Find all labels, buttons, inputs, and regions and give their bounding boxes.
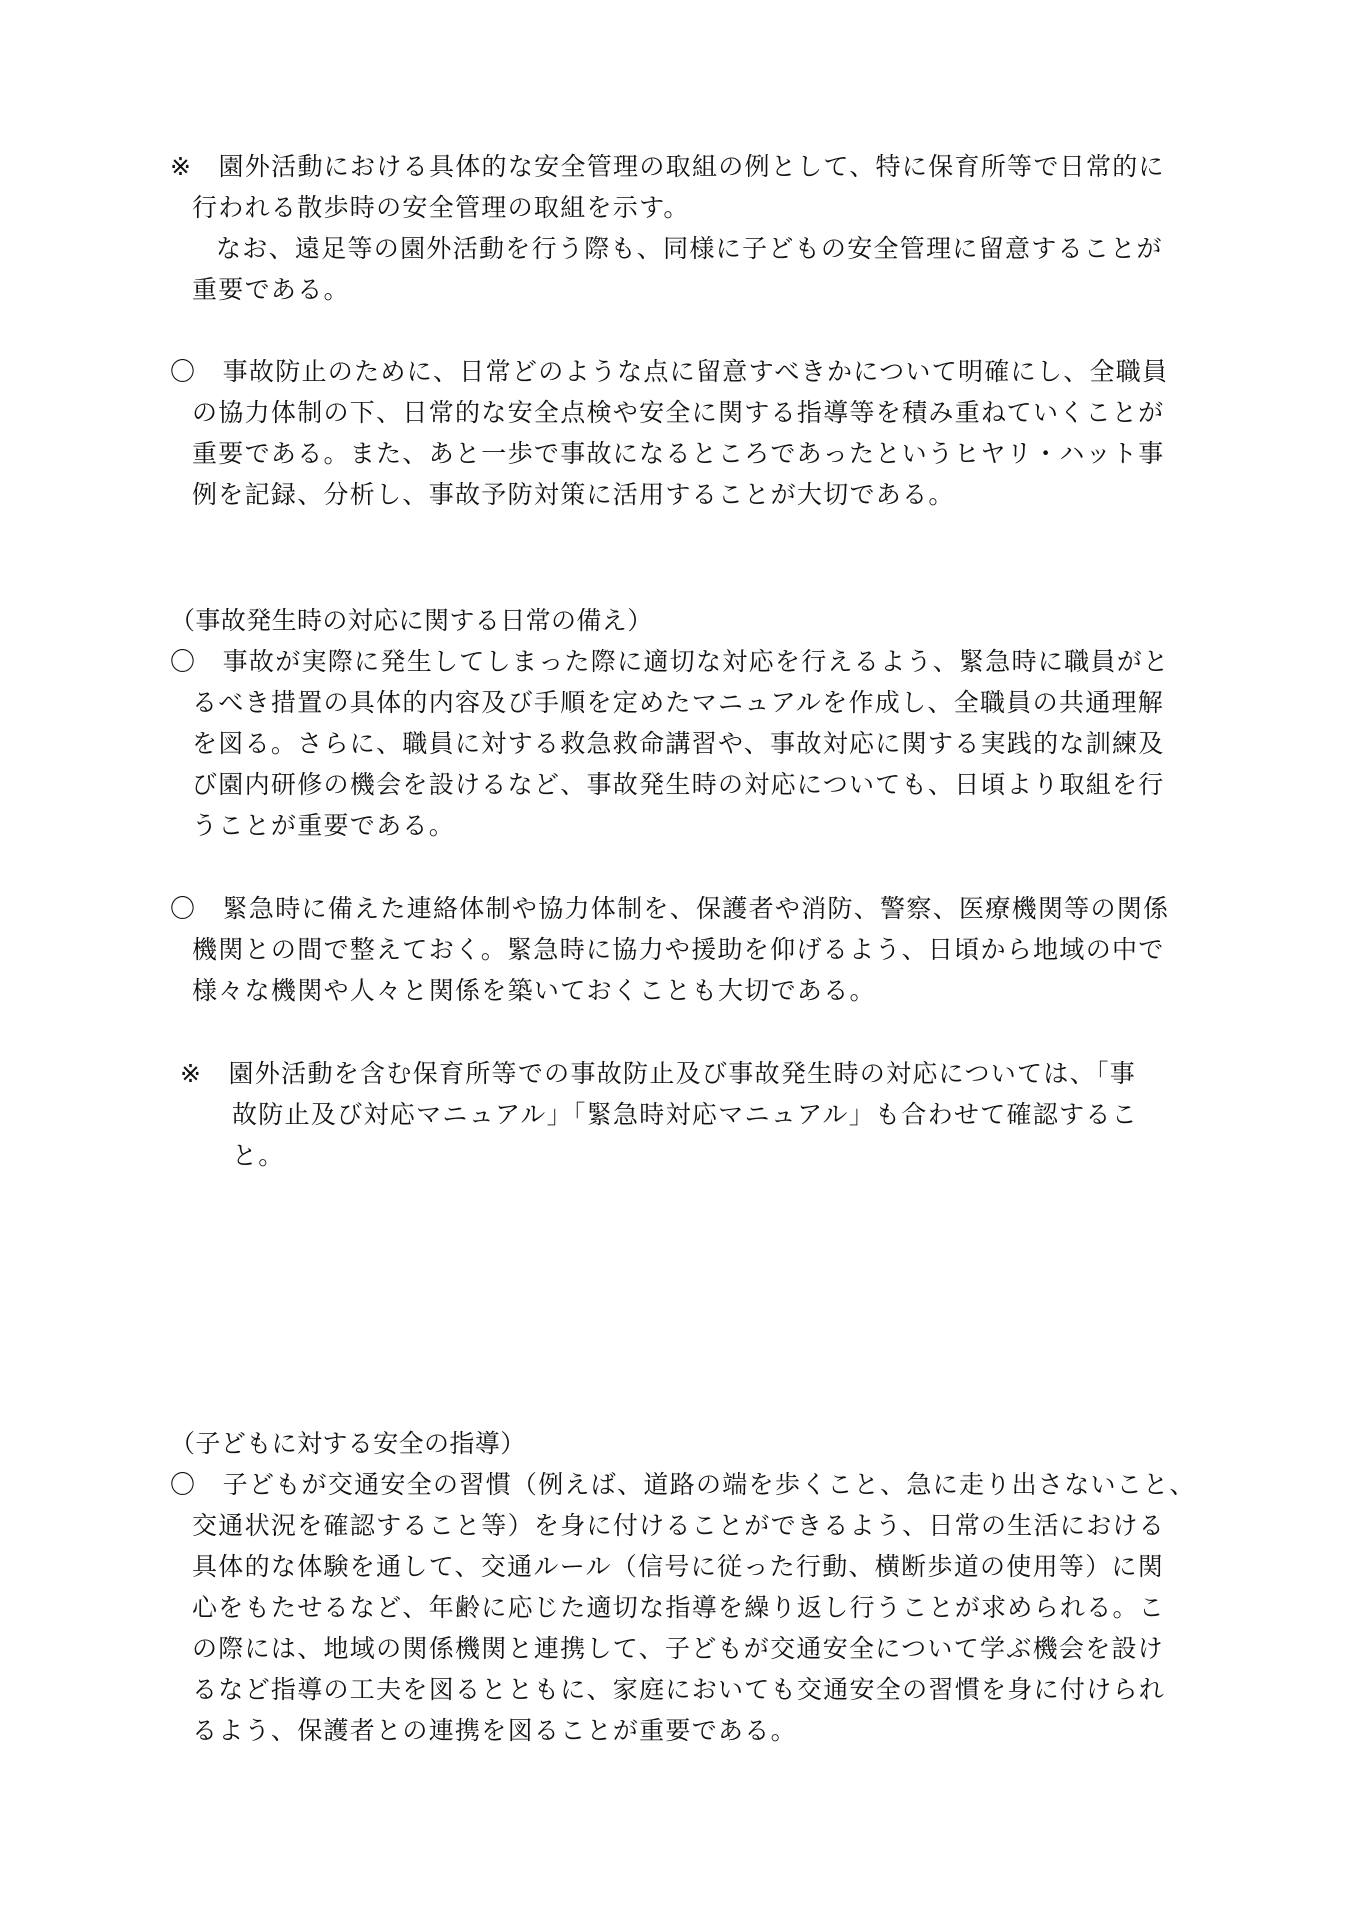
paragraph-contact-system — [170, 888, 1210, 1011]
note-line: 行われる散歩時の安全管理の取組を示す。 — [192, 193, 690, 222]
paragraph-line: 様々な機関や人々と関係を築いておくことも大切である。 — [192, 976, 876, 1005]
note-safety-walk — [170, 146, 1210, 310]
section-heading-child-safety-guidance — [170, 1423, 1210, 1464]
paragraph-line: るよう、保護者との連携を図ることが重要である。 — [192, 1716, 797, 1745]
note-line: 故防止及び対応マニュアル」「緊急時対応マニュアル」も合わせて確認するこ — [232, 1100, 1139, 1129]
paragraph-emergency-manual — [170, 641, 1210, 846]
section-heading: （事故発生時の対応に関する日常の備え） — [170, 606, 653, 635]
note-line: 重要である。 — [192, 275, 350, 304]
paragraph-line: び園内研修の機会を設けるなど、事故発生時の対応についても、日頃より取組を行 — [192, 770, 1165, 799]
paragraph-line: 〇 事故が実際に発生してしまった際に適切な対応を行えるよう、緊急時に職員がと — [170, 647, 1170, 676]
paragraph-line: るべき措置の具体的内容及び手順を定めたマニュアルを作成し、全職員の共通理解 — [192, 688, 1165, 717]
note-line: ※ 園外活動における具体的な安全管理の取組の例として、特に保育所等で日常的に — [170, 152, 1165, 181]
paragraph-line: 心をもたせるなど、年齢に応じた適切な指導を繰り返し行うことが求められる。こ — [192, 1593, 1166, 1622]
paragraph-line: 例を記録、分析し、事故予防対策に活用することが大切である。 — [192, 480, 955, 509]
section-heading-emergency-preparedness — [170, 600, 1210, 641]
paragraph-accident-prevention — [170, 351, 1210, 515]
paragraph-line: 重要である。また、あと一歩で事故になるところであったというヒヤリ・ハット事 — [192, 439, 1165, 468]
paragraph-line: を図る。さらに、職員に対する救急救命講習や、事故対応に関する実践的な訓練及 — [192, 729, 1165, 758]
note-manual-reference — [180, 1053, 1220, 1176]
paragraph-line: 機関との間で整えておく。緊急時に協力や援助を仰げるよう、日頃から地域の中で — [192, 935, 1165, 964]
paragraph-traffic-safety — [170, 1464, 1210, 1751]
paragraph-line: うことが重要である。 — [192, 811, 456, 840]
paragraph-line: 具体的な体験を通して、交通ルール（信号に従った行動、横断歩道の使用等）に関 — [192, 1552, 1165, 1581]
section-heading: （子どもに対する安全の指導） — [170, 1429, 526, 1458]
paragraph-line: 交通状況を確認すること等）を身に付けることができるよう、日常の生活における — [192, 1511, 1166, 1540]
note-line: ※ 園外活動を含む保育所等での事故防止及び事故発生時の対応については、「事 — [180, 1059, 1137, 1088]
paragraph-line: 〇 事故防止のために、日常どのような点に留意すべきかについて明確にし、全職員 — [170, 357, 1169, 386]
paragraph-line: 〇 子どもが交通安全の習慣（例えば、道路の端を歩くこと、急に走り出さないこと、 — [170, 1470, 1196, 1499]
paragraph-line: の際には、地域の関係機関と連携して、子どもが交通安全について学ぶ機会を設け — [192, 1634, 1165, 1663]
note-line: と。 — [232, 1141, 285, 1170]
paragraph-line: の協力体制の下、日常的な安全点検や安全に関する指導等を積み重ねていくことが — [192, 398, 1165, 427]
note-line: なお、遠足等の園外活動を行う際も、同様に子どもの安全管理に留意することが — [216, 234, 1163, 263]
paragraph-line: るなど指導の工夫を図るとともに、家庭においても交通安全の習慣を身に付けられ — [192, 1675, 1166, 1704]
paragraph-line: 〇 緊急時に備えた連絡体制や協力体制を、保護者や消防、警察、医療機関等の関係 — [170, 894, 1170, 923]
